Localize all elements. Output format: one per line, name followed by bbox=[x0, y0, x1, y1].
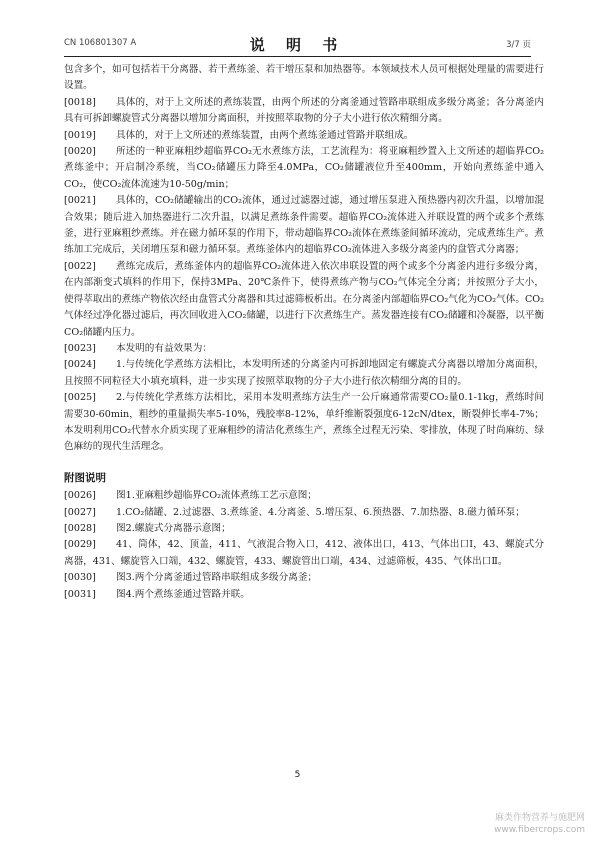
paragraph-continuation bbox=[64, 62, 544, 95]
paragraph-number: [0027] bbox=[64, 506, 96, 518]
paragraph-text: 图2.螺旋式分离器示意图； bbox=[116, 522, 231, 534]
paragraph-0018 bbox=[64, 95, 544, 128]
paragraph-number: [0031] bbox=[64, 588, 96, 600]
paragraph-text: 1.与传统化学煮练方法相比，本发明所述的分离釜内可拆卸地固定有螺旋式分离器以增加分离面积，且按照不同粒径大小填充填料，进一步实现了按照萃取物的分子大小进行依次精细分离的目的。 bbox=[64, 359, 544, 387]
section-heading: 附图说明 bbox=[64, 471, 106, 484]
header-rule bbox=[64, 56, 531, 57]
paragraph-text: 41、筒体，42、顶盖，411、气液混合物入口，412、液体出口，413、气体出口Ⅰ，43、螺旋式分离器，431、螺旋管入口端，432、螺旋管，433、螺旋管出口端，434、过滤筛板，435、气体出口Ⅱ。 bbox=[64, 539, 544, 567]
watermark bbox=[494, 812, 585, 836]
paragraph-number: [0028] bbox=[64, 522, 96, 534]
paragraph-text: 具体的，CO₂储罐输出的CO₂流体，通过过滤器过滤，通过增压泵进入预热器内初次升温，以增加混合效果；随后进入加热器进行二次升温，以满足煮练条件需要。超临界CO₂流体进入并联设置的两个或多个煮练釜，进行亚麻粗纱煮练。并在磁力循环泵的作用下，带动超临界CO₂流体在煮练釜间循环流动，完成煮练生产。煮练加工完成后，关闭增压泵和磁力循环泵。煮练釜体内的超临界CO₂流体进入多级分离釜内的盘管式分离器； bbox=[64, 195, 544, 256]
paragraph-number: [0026] bbox=[64, 490, 96, 502]
paragraph-number: [0024] bbox=[64, 359, 96, 371]
paragraph-0020 bbox=[64, 144, 544, 193]
document-body bbox=[64, 62, 544, 603]
paragraph-number: [0020] bbox=[64, 146, 96, 158]
paragraph-0025 bbox=[64, 390, 544, 456]
paragraph-number: [0030] bbox=[64, 572, 96, 584]
paragraph-text: 1.CO₂储罐、2.过滤器、3.煮练釜、4.分离釜、5.增压泵、6.预热器、7.加热器、8.磁力循环泵； bbox=[116, 506, 525, 518]
paragraph-0028 bbox=[64, 521, 544, 537]
paragraph-number: [0025] bbox=[64, 392, 96, 404]
paragraph-0026 bbox=[64, 488, 544, 504]
paragraph-text: 本发明的有益效果为： bbox=[116, 342, 212, 354]
paragraph-text: 所述的一种亚麻粗纱超临界CO₂无水煮练方法，工艺流程为：将亚麻粗纱置入上文所述的超临界CO₂煮练釜中；开启制冷系统，当CO₂储罐压力降至4.0MPa，CO₂储罐液位升至400mm，开始向煮练釜中通入CO₂，使CO₂流体流速为10-50g/min； bbox=[64, 146, 544, 190]
page-number: 5 bbox=[294, 770, 301, 780]
paragraph-number: [0023] bbox=[64, 342, 96, 354]
watermark-line-2: www.fibercrops.com bbox=[494, 825, 585, 835]
page-count: 3/7 页 bbox=[506, 40, 531, 50]
paragraph-number: [0022] bbox=[64, 260, 96, 272]
paragraph-0030 bbox=[64, 570, 544, 586]
paragraph-text: 图1.亚麻粗纱超临界CO₂流体煮练工艺示意图； bbox=[116, 490, 317, 502]
paragraph-number: [0018] bbox=[64, 96, 96, 108]
paragraph-number: [0029] bbox=[64, 539, 96, 551]
paragraph-0022 bbox=[64, 259, 544, 341]
page-title: 说 明 书 bbox=[249, 36, 346, 54]
page-header bbox=[64, 34, 531, 54]
watermark-line-1: 麻类作物营养与施肥网 bbox=[494, 813, 585, 823]
paragraph-text: 具体的，对于上文所述的煮练装置，由两个煮练釜通过管路并联组成。 bbox=[116, 129, 414, 141]
paragraph-0029 bbox=[64, 537, 544, 570]
paragraph-0031 bbox=[64, 587, 544, 603]
paragraph-0019 bbox=[64, 128, 544, 144]
paragraph-0023 bbox=[64, 341, 544, 357]
paragraph-text: 包含多个，如可包括若干分离器、若干煮练釜、若干增压泵和加热器等。本领域技术人员可根据处理量的需要进行设置。 bbox=[64, 64, 544, 92]
paragraph-number: [0021] bbox=[64, 195, 96, 207]
doc-number: CN 106801307 A bbox=[64, 38, 137, 48]
paragraph-0024 bbox=[64, 357, 544, 390]
paragraph-text: 图4.两个煮练釜通过管路并联。 bbox=[116, 588, 250, 600]
paragraph-text: 2.与传统化学煮练方法相比，采用本发明煮练方法生产一公斤麻通常需要CO₂量0.1-1kg，煮练时间需要30-60min，粗纱的重量损失率5-10%，残胶率8-12%，单纤维断裂强度6-12cN/dtex，断裂伸长率4-7%；本发明利用CO₂代替水介质实现了亚麻粗纱的清洁化煮练生产，煮练全过程无污染、零排放，体现了时尚麻纺、绿色麻纺的现代生活理念。 bbox=[64, 392, 544, 453]
paragraph-number: [0019] bbox=[64, 129, 96, 141]
paragraph-text: 具体的，对于上文所述的煮练装置，由两个所述的分离釜通过管路串联组成多级分离釜；各分离釜内具有可拆卸螺旋管式分离器以增加分离面积，并按照萃取物的分子大小进行依次精细分离。 bbox=[64, 96, 544, 125]
paragraph-text: 图3.两个分离釜通过管路串联组成多级分离釜； bbox=[116, 572, 318, 584]
paragraph-0027 bbox=[64, 505, 544, 521]
paragraph-0021 bbox=[64, 193, 544, 259]
paragraph-text: 煮练完成后，煮练釜体内的超临界CO₂流体进入依次串联设置的两个或多个分离釜内进行多级分离，在内部渐变式填料的作用下，保持3MPa、20℃条件下，使得煮练产物与CO₂气体完全分离；并按照分子大小，使得萃取出的煮练产物依次经由盘管式分离器和其过滤筛板析出。在分离釜内部超临界CO₂气化为CO₂气体。CO₂气体经过净化器过滤后，再次回收进入CO₂储罐，以进行下次煮练生产。蒸发器连接有CO₂储罐和冷凝器，以平衡CO₂储罐内压力。 bbox=[64, 260, 544, 338]
